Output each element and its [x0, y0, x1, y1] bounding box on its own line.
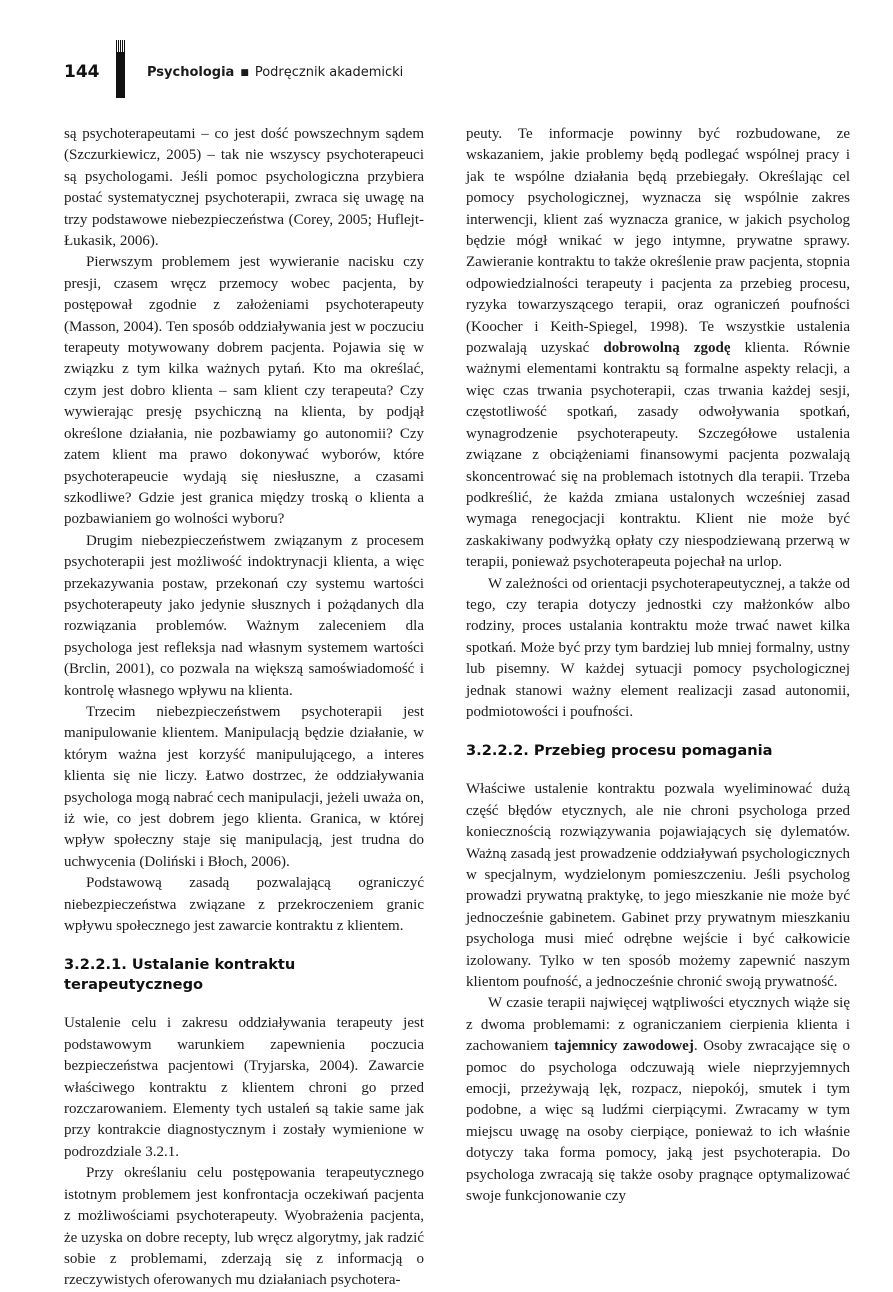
emphasis-term: tajemnicy zawodowej [554, 1038, 694, 1055]
paragraph-text: klienta. Równie ważnymi elementami kontraktu są formalne aspekty relacji, a więc czas trwania psychoterapii, czas trwania każdej sesji, częstotliwość spotkań, zasady odwoływania spotkań, wynagrodzenie psychoterapeuty. Szczegółowe ustalenia związane z obciążeniami finansowymi pacjenta pozwalają skoncentrować się na problemach istotnych dla terapii. Trzeba podkreślić, że każda zmiana ustalonych wcześniej zasad wymaga renegocjacji kontraktu. Klient nie może być zaskakiwany podwyżką opłaty czy niespodziewaną przerwą w terapii, ponieważ psychoterapeuta pojechał na urlop. [466, 340, 851, 571]
square-separator-icon: ■ [240, 68, 249, 78]
paragraph: Przy określaniu celu postępowania terapeutycznego istotnym problemem jest konfrontacja oczekiwań pacjenta z możliwościami psychoterapeuty. Wyobrażenia pacjenta, że uzyska on dobre recepty, lub wręcz algorytmy, jak radzić sobie z problemami, zderzają się z informacją o rzeczywistych oferowanych mu działaniach psychotera- [64, 1165, 424, 1289]
book-subtitle: Podręcznik akademicki [254, 65, 404, 80]
paragraph: są psychoterapeutami – co jest dość powszechnym sądem (Szczurkiewicz, 2005) – tak nie wszyscy psychoterapeuci są psychologami. Jeśli pomoc psychologiczna przybiera postać systematycznej psychoterapii, zwraca się uwagę na trzy podstawowe niebezpieczeństwa (Corey, 2005; Huflejt-Łukasik, 2006). [64, 126, 424, 250]
section-heading: 3.2.2.2. Przebieg procesu pomagania [466, 742, 773, 760]
paragraph: Właściwe ustalenie kontraktu pozwala wyeliminować dużą część błędów etycznych, ale nie chroni psychologa przed koniecznością rozwiązywania pojawiających się dylematów. Ważną zasadą jest prowadzenie oddziaływań psychologicznych w specjalnym, wydzielonym pomieszczeniu. Jeśli psycholog prowadzi prywatną praktykę, to jego mieszkanie nie może być jednocześnie gabinetem. Gabinet przy prywatnym mieszkaniu psychologa musi mieć odrębne wejście i być całkowicie izolowany. Tylko w ten sposób możemy zapewnić naszym klientom poufność, a jednocześnie chronić swoją prywatność. [466, 781, 850, 991]
paragraph [466, 993, 850, 1207]
paragraph-text: W czasie terapii najwięcej wątpliwości etycznych wiąże się z dwoma problemami: z ograniczaniem cierpienia klienta i zachowaniem [466, 995, 850, 1055]
right-column [466, 124, 850, 1208]
section-heading: 3.2.2.1. Ustalanie kontraktu terapeutycznego [64, 956, 296, 994]
paragraph: Ustalenie celu i zakresu oddziaływania terapeuty jest podstawowym warunkiem zapewnienia poczucia bezpieczeństwa pacjentowi (Tryjarska, 2004). Zawarcie właściwego kontraktu z klientem chroni go przed rozczarowaniem. Elementy tych ustaleń są takie same jak przy kontrakcie diagnostycznym i zostały wymienione w podrozdziale 3.2.1. [64, 1015, 424, 1160]
paragraph-text: peuty. Te informacje powinny być rozbudowane, ze wskazaniem, jakie problemy będą podlegać wspólnej pracy i jak te wspólne działania będą przebiegały. Określając cel pomocy psychologicznej, wyznacza się wspólnie zakres interwencji, klient zaś wyznacza granice, w jakich psycholog będzie mógł wnikać w jego intymne, prywatne sprawy. Zawieranie kontraktu to także określenie praw pacjenta, stopnia odpowiedzialności terapeuty i pacjenta za przebieg procesu, ryzyka towarzyszącego terapii, oraz ograniczeń poufności (Koocher i Keith-Spiegel, 1998). Te wszystkie ustalenia pozwalają uzyskać [466, 126, 850, 357]
running-title [147, 65, 403, 80]
paragraph: Pierwszym problemem jest wywieranie nacisku czy presji, czasem wręcz przemocy wobec pacjenta, by postępował zgodnie z założeniami psychoterapeuty (Masson, 2004). Ten sposób oddziaływania jest w poczuciu terapeuty motywowany dobrem pacjenta. Pojawia się w związku z tym kilka ważnych pytań. Kto ma określać, czym jest dobro klienta – sam klient czy terapeuta? Czy wywierając presję psychiczną na klienta, by podjął określone działania, nie pozbawiamy go autonomii? Czy zatem klient ma prawo dokonywać wyborów, które psychoterapeucie wydają się niesłuszne, a czasami szkodliwe? Gdzie jest granica między troską o klienta a pozbawianiem go wolności wyboru? [64, 254, 424, 528]
paragraph: W zależności od orientacji psychoterapeutycznej, a także od tego, czy terapia dotyczy jednostki czy małżonków albo rodziny, proces ustalania kontraktu może trwać nawet kilka spotkań. Może być przy tym bardziej lub mniej formalny, ustny lub pisemny. W każdej sytuacji pomocy psychologicznej jednak stanowi ważny element realizacji zasad autonomii, podmiotowości i poufności. [466, 575, 850, 720]
emphasis-term: dobrowolną zgodę [603, 340, 731, 357]
header-bar-texture [116, 40, 125, 52]
left-column [64, 124, 424, 1292]
page-number: 144 [64, 62, 100, 82]
paragraph [466, 124, 850, 574]
paragraph-text: . Osoby zwracające się o pomoc do psychologa odczuwają wiele nieprzyjemnych emocji, przeżywają lęk, rozpacz, niepokój, smutek i tym podobne, a więc są ludźmi cierpiącymi. Zwracamy w tym miejscu uwagę na osoby cierpiące, ponieważ to ich właśnie dotyczy taka forma pomocy, jaką jest psychoterapia. Do psychologa zwracają się także osoby pragnące optymalizować swoje funkcjonowanie czy [466, 1038, 850, 1205]
paragraph: Trzecim niebezpieczeństwem psychoterapii jest manipulowanie klientem. Manipulacją będzie działanie, w którym ważna jest korzyść manipulującego, a interes klienta się nie liczy. Łatwo dostrzec, że oddziaływania psychologa mogą nabrać cech manipulacji, jeżeli uważa on, iż wie, co jest dobrem jego klienta. Granica, w której wpływ społeczny staje się manipulacją, jest trudna do uchwycenia (Doliński i Błoch, 2006). [64, 703, 424, 870]
running-header [64, 40, 844, 102]
paragraph: Drugim niebezpieczeństwem związanym z procesem psychoterapii jest możliwość indoktrynacji klienta, a więc przekazywania postaw, przekonań czy systemu wartości psychoterapeuty jako jedynie słusznych i pożądanych dla rozwiązania problemów. Ważnym zaleceniem dla psychologa jest refleksja nad własnym systemem wartości (Brclin, 2001), co pozwala na większą samoświadomość i kontrolę własnego wpływu na klienta. [64, 532, 424, 699]
paragraph: Podstawową zasadą pozwalającą ograniczyć niebezpieczeństwa związane z przekroczeniem granic wpływu społecznego jest zawarcie kontraktu z klientem. [64, 875, 424, 935]
book-title: Psychologia [147, 65, 235, 80]
